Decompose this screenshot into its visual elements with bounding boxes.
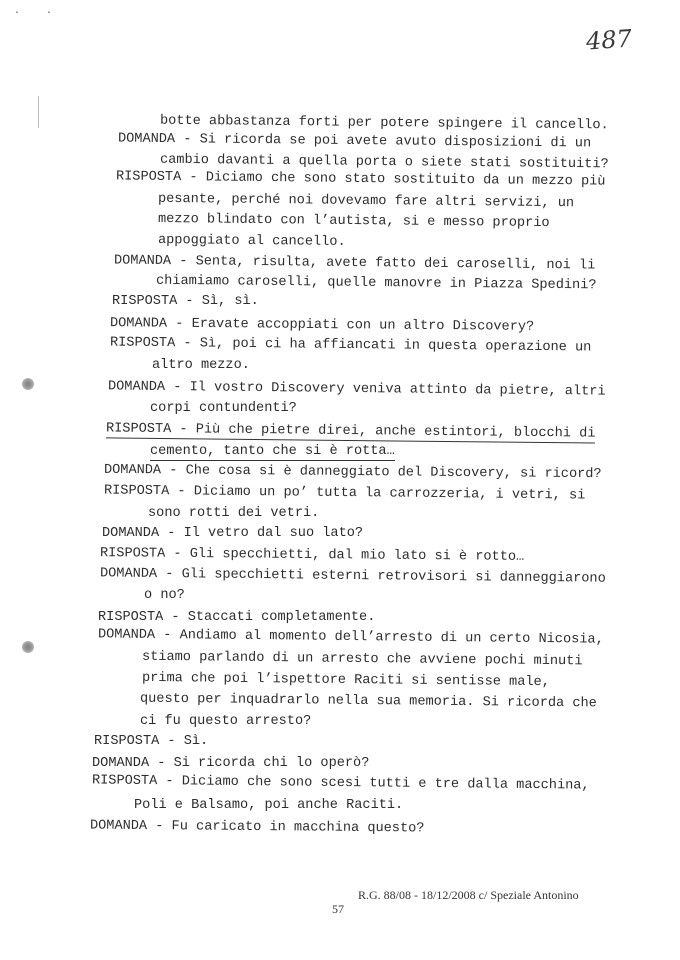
page-number: 57 <box>332 902 344 916</box>
handwritten-page-stamp: 487 <box>585 24 633 56</box>
transcript-line: stiamo parlando di un arresto che avviene pochi minuti <box>141 649 583 670</box>
transcript-line: Poli e Balsamo, poi anche Raciti. <box>134 798 404 813</box>
transcript-line: DOMANDA - Che cosa si è danneggiato del Discovery, si ricord? <box>103 462 602 483</box>
transcript-line: RISPOSTA - Staccati completamente. <box>98 610 376 625</box>
transcript-line: appoggiato al cancello. <box>157 233 346 250</box>
transcript-line: RISPOSTA - Diciamo che sono stato sostituito da un mezzo più <box>115 169 606 190</box>
transcript-line: corpi contundenti? <box>150 401 297 416</box>
transcript-line: ci fu questo arresto? <box>140 714 312 729</box>
transcript-line-underlined: cemento, tanto che si è rotta… <box>150 444 395 459</box>
transcript-line: DOMANDA - Andiamo al momento dell’arresto di un certo Nicosia, <box>97 627 604 648</box>
case-reference-footer: R.G. 88/08 - 18/12/2008 c/ Speziale Antonino <box>358 888 579 902</box>
transcript-line: questo per inquadrarlo nella sua memoria. Si ricorda che <box>139 691 597 712</box>
transcript-line: DOMANDA - Il vetro dal suo lato? <box>102 526 364 541</box>
transcript-line: sono rotti dei vetri. <box>148 506 320 521</box>
transcript-line: DOMANDA - Il vostro Discovery veniva attinto da pietre, altri <box>107 379 606 400</box>
transcript-line: DOMANDA - Eravate accoppiati con un altro Discovery? <box>109 316 535 335</box>
transcript-line: DOMANDA - Si ricorda se poi avete avuto disposizioni di un <box>117 131 592 152</box>
transcript-line: pesante, perché noi dovevamo fare altri servizi, un <box>157 191 575 212</box>
transcript-line: DOMANDA - Senta, risulta, avete fatto dei caroselli, noi li <box>113 253 596 274</box>
transcript-line: RISPOSTA - Sì, sì. <box>112 294 259 309</box>
margin-dots: · · <box>14 8 63 19</box>
transcript-line: DOMANDA - Si ricorda chi lo operò? <box>92 756 370 771</box>
transcript-line: RISPOSTA - Gli specchietti, dal mio lato si è rotto… <box>99 546 525 565</box>
transcript-line: o no? <box>144 588 185 603</box>
transcript-line: chiamiamo caroselli, quelle manovre in Piazza Spedini? <box>155 273 597 294</box>
transcript-line: RISPOSTA - Sì. <box>94 734 209 749</box>
transcript-line: DOMANDA - Fu caricato in macchina questo? <box>89 818 425 837</box>
transcript-line: altro mezzo. <box>152 358 250 373</box>
transcript-line: RISPOSTA - Diciamo un po’ tutta la carrozzeria, i vetri, si <box>103 483 586 504</box>
transcript-line: botte abbastanza forti per potere spingere il cancello. <box>159 113 609 134</box>
transcript-line: cambio davanti a quella porta o siete stati sostituiti? <box>159 152 609 173</box>
transcript-line: DOMANDA - Gli specchietti esterni retrovisori si danneggiarono <box>99 566 606 587</box>
transcript-line: prima che poi l’ispettore Raciti si sentisse male, <box>141 670 550 691</box>
transcript-line-underlined: RISPOSTA - Più che pietre direi, anche estintori, blocchi di <box>105 421 596 442</box>
transcript-line: mezzo blindato con l’autista, si e messo proprio <box>157 211 550 232</box>
transcript-line: RISPOSTA - Sì, poi ci ha affiancati in questa operazione un <box>109 335 592 356</box>
transcript-line: RISPOSTA - Diciamo che sono scesi tutti e tre dalla macchina, <box>91 773 590 794</box>
